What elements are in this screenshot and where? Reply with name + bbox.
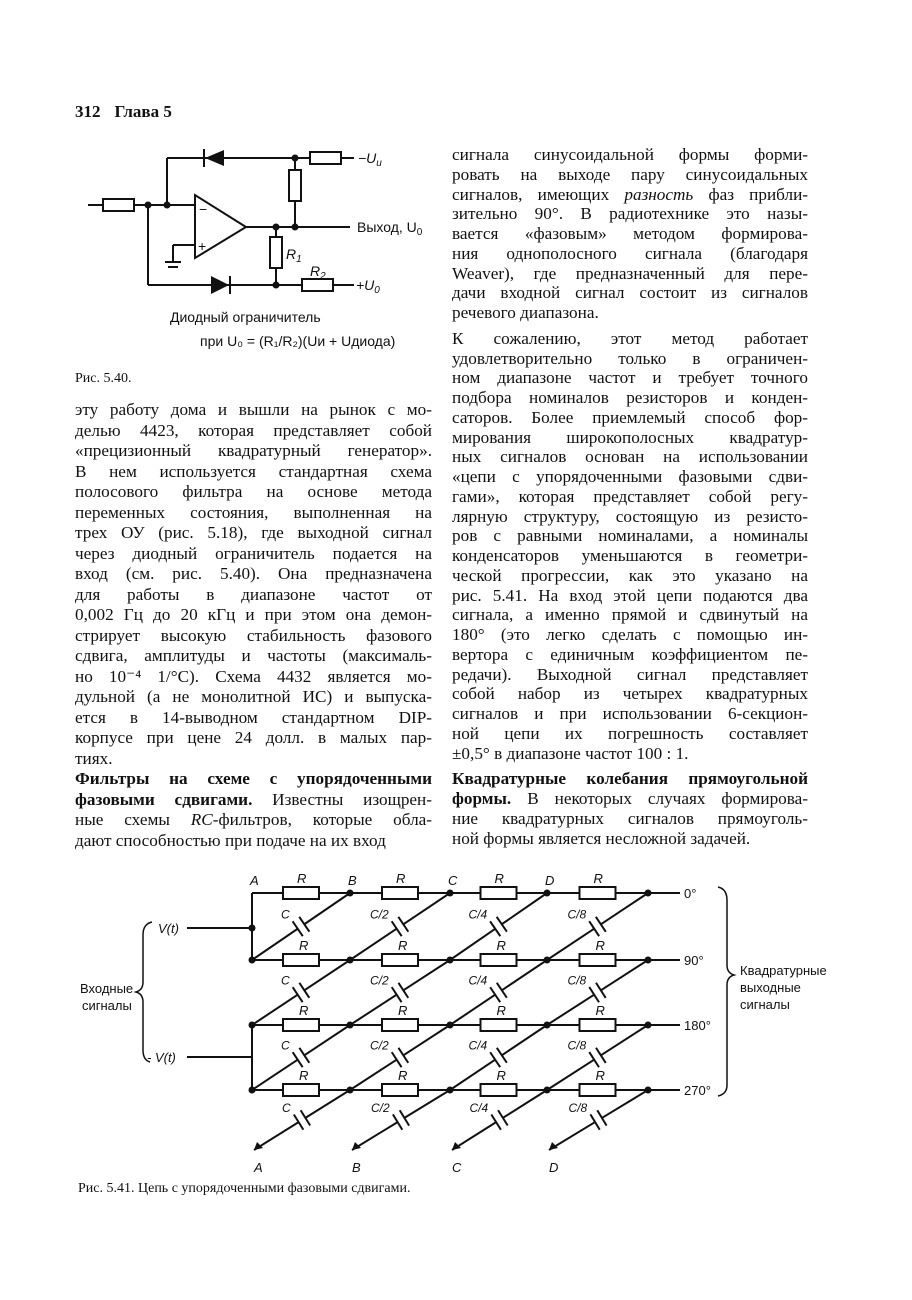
resistor	[382, 1084, 418, 1096]
text-line: вход (см. рис. 5.40). Она предназначена	[75, 564, 432, 583]
bottom-node-label: B	[352, 1160, 361, 1175]
capacitor-label: C	[281, 907, 290, 922]
resistor	[481, 887, 517, 899]
capacitor-label: C	[281, 1038, 290, 1053]
plus-u0-label: $+U_0$	[356, 277, 380, 296]
text-line: Квадратурные колебания прямоугольной	[452, 769, 808, 789]
capacitor-label: C/4	[469, 1101, 489, 1115]
resistor	[580, 954, 616, 966]
capacitor-label: C/2	[370, 1038, 389, 1053]
text-line: ров с равными номиналами, а номиналы	[452, 526, 808, 546]
text-line: саторов. Более приемлемый способ фор-	[452, 407, 808, 427]
text-line: гами», которая представляет собой регу-	[452, 486, 808, 506]
text-line: удовлетворительно только в ограничен-	[452, 348, 808, 368]
capacitor-plate	[596, 917, 606, 932]
text-line: фазовыми сдвигами. Известны изощрен-	[75, 789, 432, 809]
text-line: трех ОУ (рис. 5.18), где выходной сигнал	[75, 523, 432, 542]
text-line: сигнала синусоидальной формы форми-	[452, 145, 808, 164]
capacitor-wire	[304, 893, 350, 924]
capacitor-wire	[252, 1060, 298, 1090]
text-line: сигналов, имеющих разность фаз прибли-	[452, 184, 808, 204]
capacitor-plate	[590, 1114, 599, 1129]
resistor	[283, 1084, 319, 1096]
text-line: ние квадратурных сигналов прямоуголь-	[452, 808, 808, 828]
bottom-node-label: D	[549, 1160, 559, 1175]
top-node-label: B	[348, 873, 357, 888]
input-group-label: Входные	[80, 981, 134, 996]
resistor-label: R	[297, 871, 307, 886]
text-line: через диодный ограничитель подается на	[75, 543, 432, 563]
capacitor-plate	[398, 917, 408, 932]
capacitor-plate	[490, 921, 500, 936]
minus-ui-label: $-U_и$	[358, 150, 382, 169]
capacitor-wire	[601, 960, 648, 990]
text-line: ровать на выходе пару синусоидальных	[452, 164, 808, 184]
text-line: дачи входной сигнал состоит из сигналов	[452, 283, 808, 303]
capacitor-wire	[350, 995, 397, 1025]
right-brace	[718, 887, 734, 1096]
resistor-label: R	[496, 1068, 506, 1083]
text-line: эту работу дома и вышли на рынок с мо-	[75, 400, 432, 419]
text-line: лярную структуру, состоящую из резисто-	[452, 506, 808, 526]
text-line: зительно 90°. В радиотехнике это назы-	[452, 204, 808, 224]
output-group-label: сигналы	[740, 997, 790, 1012]
top-node-label: C	[448, 873, 458, 888]
capacitor-wire	[450, 929, 495, 960]
capacitor-label: C	[282, 1101, 291, 1115]
text-line: сдвига, амплитуды и частоты (максималь-	[75, 646, 432, 665]
capacitor-wire	[450, 995, 495, 1025]
resistor	[580, 1019, 616, 1031]
capacitor-plate	[293, 921, 303, 936]
text-line: полосового фильтра на основе метода	[75, 482, 432, 501]
capacitor-plate	[299, 983, 309, 998]
text-line: стрирует высокую стабильность фазового	[75, 625, 432, 645]
capacitor-plate	[498, 1110, 508, 1125]
capacitor-wire	[403, 1025, 450, 1055]
capacitor-plate	[393, 1114, 402, 1129]
text-line: тиях.	[75, 748, 113, 768]
text-line: сигналов и при использовании 6-секцион-	[452, 704, 808, 723]
text-line: ной формы является несложной задачей.	[452, 828, 751, 848]
resistor	[481, 1084, 517, 1096]
text-line: собой набор из четырех квадратурных	[452, 684, 808, 704]
figure-caption-5-41: Рис. 5.41. Цепь с упорядоченными фазовыми сдвигами.	[78, 1181, 411, 1196]
text-line: делью 4423, которая представляет собой	[75, 420, 432, 440]
bottom-node-label: C	[452, 1160, 462, 1175]
capacitor-wire	[304, 1025, 350, 1055]
minus-input-label: −	[199, 201, 208, 217]
text-line: для работы в диапазоне частот от	[75, 584, 432, 604]
capacitor-label: C	[281, 973, 290, 988]
resistor-label: R	[595, 938, 605, 953]
capacitor-label: C/2	[370, 973, 389, 988]
output-label-0: 0°	[684, 886, 697, 901]
capacitor-plate	[392, 1052, 402, 1067]
text-line: ном диапазоне частот и требует точного	[452, 368, 808, 388]
resistor	[580, 887, 616, 899]
resistor	[382, 887, 418, 899]
text-line: корпусе при цене 24 долл. в малых пар-	[75, 728, 432, 747]
figure-title: Диодный ограничитель	[170, 309, 321, 325]
plus-input-label: +	[198, 238, 207, 254]
capacitor-wire	[252, 929, 298, 960]
capacitor-plate	[490, 987, 500, 1002]
capacitor-wire	[403, 960, 450, 990]
resistor	[283, 887, 319, 899]
output-label: Выход, $U_0$	[357, 219, 423, 238]
resistor	[283, 1019, 319, 1031]
capacitor-label: C/2	[371, 1101, 390, 1115]
capacitor-plate	[299, 1048, 309, 1063]
text-line: речевого диапазона.	[452, 303, 599, 322]
capacitor-wire	[502, 893, 547, 924]
resistor	[382, 954, 418, 966]
capacitor-plate	[299, 917, 309, 932]
capacitor-plate	[293, 1052, 303, 1067]
capacitor-plate	[596, 1048, 606, 1063]
capacitor-label: C/8	[567, 907, 587, 922]
capacitor-plate	[294, 1114, 304, 1129]
capacitor-wire	[547, 1060, 594, 1090]
resistor-label: R	[398, 1003, 408, 1018]
capacitor-plate	[301, 1110, 311, 1125]
text-line: «цепи с упорядоченными фазовыми сдви-	[452, 467, 808, 486]
text-line: подбора номиналов резисторов и конден-	[452, 388, 808, 407]
text-line: ния однополосного сигнала (благодаря	[452, 243, 808, 263]
resistor-label: R	[595, 1003, 605, 1018]
resistor	[382, 1019, 418, 1031]
resistor-label: R	[595, 1068, 605, 1083]
capacitor-wire	[350, 1060, 397, 1090]
figure-caption-5-40: Рис. 5.40.	[75, 371, 132, 386]
resistor-label: R	[494, 871, 504, 886]
text-line: ные схемы RC-фильтров, которые обла-	[75, 810, 432, 829]
capacitor-wire	[602, 1090, 648, 1118]
text-line: но 10⁻⁴ 1/°С). Схема 4432 является мо-	[75, 666, 432, 686]
text-line: Фильтры на схеме с упорядоченными	[75, 769, 432, 788]
left-brace	[136, 922, 152, 1062]
resistor-label: R	[299, 938, 309, 953]
capacitor-plate	[497, 917, 507, 932]
text-line: ческой прогрессии, как это указано на	[452, 565, 808, 585]
resistor	[481, 954, 517, 966]
resistor	[481, 1019, 517, 1031]
capacitor-label: C/2	[370, 907, 389, 922]
text-line: дают способностью при подаче на их вход	[75, 830, 386, 850]
resistor-label: R	[398, 1068, 408, 1083]
bottom-node-label: A	[254, 1160, 263, 1175]
capacitor-wire	[502, 960, 547, 990]
resistor-label: R	[496, 1003, 506, 1018]
capacitor-plate	[400, 1110, 409, 1125]
text-line: ных сигналов основан на использовании	[452, 447, 808, 467]
resistor-label: R	[396, 871, 406, 886]
capacitor-wire	[601, 893, 648, 924]
capacitor-plate	[589, 921, 599, 936]
node	[249, 925, 256, 932]
output-group-label: выходные	[740, 980, 801, 995]
text-line: сигнала, а именно прямой и сдвинутый на	[452, 605, 808, 625]
resistor	[580, 1084, 616, 1096]
chapter-title: Глава 5	[114, 102, 172, 121]
capacitor-plate	[392, 987, 402, 1002]
text-line: вается «фазовым» методом формирова-	[452, 224, 808, 243]
capacitor-label: C/4	[468, 907, 488, 922]
capacitor-plate	[596, 983, 606, 998]
capacitor-wire	[547, 995, 594, 1025]
capacitor-wire	[350, 929, 397, 960]
page-number: 312	[75, 102, 101, 121]
capacitor-wire	[252, 995, 298, 1025]
text-line: конденсаторов уменьшаются в геометри-	[452, 546, 808, 565]
capacitor-plate	[398, 1048, 408, 1063]
r2-label: $R_2$	[310, 263, 326, 282]
resistor-label: R	[398, 938, 408, 953]
capacitor-plate	[398, 983, 408, 998]
resistor	[283, 954, 319, 966]
input-label: - V(t)	[147, 1050, 176, 1065]
output-label-1: 90°	[684, 953, 704, 968]
text-line: ется в 14-выводном стандартном DIP-	[75, 707, 432, 727]
capacitor-label: C/8	[568, 1101, 588, 1115]
capacitor-plate	[490, 1052, 500, 1067]
capacitor-wire	[503, 1090, 547, 1118]
capacitor-wire	[547, 929, 594, 960]
text-line: «прецизионный квадратурный генератор».	[75, 441, 432, 460]
input-group-label: сигналы	[82, 998, 132, 1013]
resistor-label: R	[299, 1068, 309, 1083]
capacitor-plate	[293, 987, 303, 1002]
capacitor-wire	[502, 1025, 547, 1055]
text-line: переменных состояния, выполненная на	[75, 502, 432, 522]
resistor-label: R	[496, 938, 506, 953]
output-group-label: Квадратурные	[740, 963, 827, 978]
text-line: Weaver), где предназначенный для пере-	[452, 263, 808, 283]
capacitor-plate	[589, 1052, 599, 1067]
capacitor-wire	[352, 1122, 398, 1150]
top-node-label: A	[250, 873, 259, 888]
figure-formula: при U₀ = (R₁/R₂)(Uи + Uдиода)	[200, 333, 396, 349]
capacitor-wire	[601, 1025, 648, 1055]
capacitor-plate	[392, 921, 402, 936]
capacitor-wire	[403, 893, 450, 924]
capacitor-wire	[305, 1090, 350, 1118]
text-line: формы. В некоторых случаях формирова-	[452, 789, 808, 808]
resistor-label: R	[593, 871, 603, 886]
capacitor-plate	[497, 1048, 507, 1063]
capacitor-wire	[304, 960, 350, 990]
text-line: рис. 5.41. На вход этой цепи подаются два	[452, 585, 808, 605]
capacitor-label: C/8	[567, 973, 587, 988]
text-line: К сожалению, этот метод работает	[452, 328, 808, 348]
output-label-3: 270°	[684, 1083, 711, 1098]
capacitor-wire	[549, 1122, 595, 1150]
top-node-label: D	[545, 873, 555, 888]
input-label: V(t)	[158, 921, 179, 936]
text-line: ±0,5° в диапазоне частот 100 : 1.	[452, 743, 689, 763]
text-line: В нем используется стандартная схема	[75, 461, 432, 481]
text-line: мирования широкополосных квадратур-	[452, 427, 808, 447]
capacitor-plate	[497, 983, 507, 998]
capacitor-label: C/4	[468, 1038, 488, 1053]
capacitor-plate	[491, 1115, 501, 1130]
r1-label: $R_1$	[286, 246, 302, 265]
text-line: дульной (а не монолитной ИС) и выпуска-	[75, 687, 432, 706]
capacitor-plate	[597, 1110, 606, 1125]
text-line: ной цепи их погрешность составляет	[452, 723, 808, 743]
capacitor-label: C/4	[468, 973, 488, 988]
text-line: 180° (это легко сделать с помощью ин-	[452, 625, 808, 644]
resistor-label: R	[299, 1003, 309, 1018]
text-line: вертора с единичным коэффициентом пе-	[452, 644, 808, 664]
capacitor-label: C/8	[567, 1038, 587, 1053]
capacitor-wire	[404, 1090, 450, 1118]
output-label-2: 180°	[684, 1018, 711, 1033]
capacitor-wire	[450, 1060, 495, 1090]
text-line: редачи). Выходной сигнал представляет	[452, 664, 808, 684]
capacitor-plate	[589, 987, 599, 1002]
text-line: 0,002 Гц до 20 кГц и при этом она демон-	[75, 605, 432, 624]
